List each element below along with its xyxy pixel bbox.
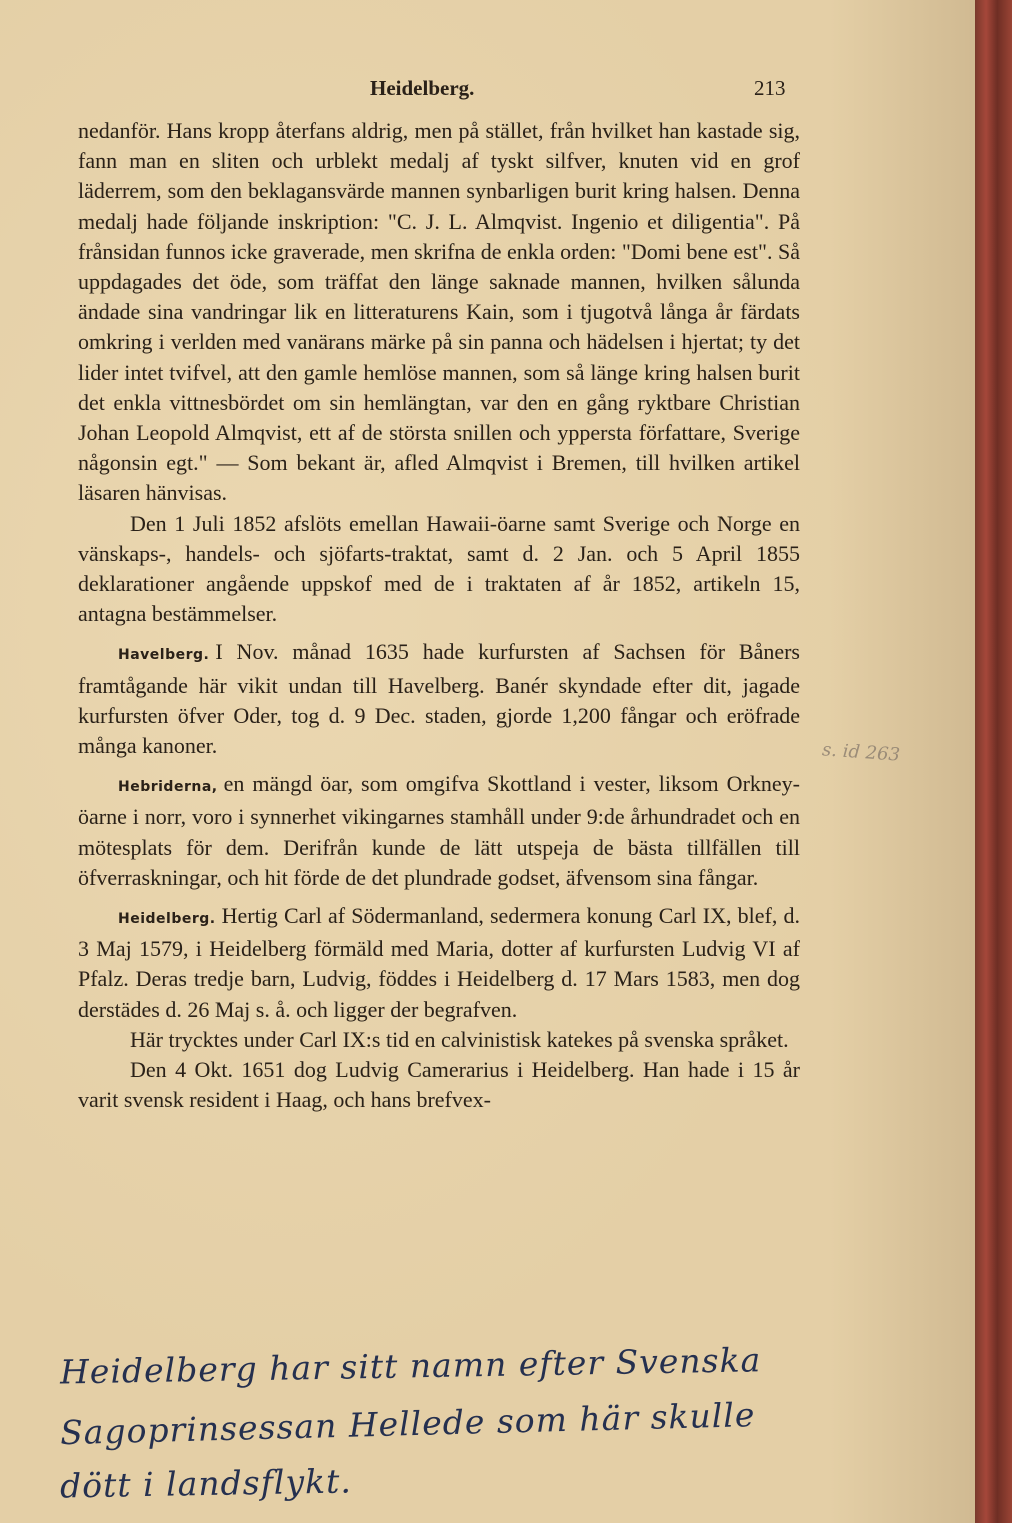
running-head-title: Heidelberg. bbox=[370, 76, 475, 100]
paragraph-katekes: Här trycktes under Carl IX:s tid en calvinistisk katekes på svenska språket. bbox=[130, 1026, 789, 1052]
handwritten-annotation bbox=[60, 1336, 920, 1507]
entry-havelberg bbox=[78, 637, 800, 761]
headword-hebriderna: Hebriderna, bbox=[118, 779, 218, 796]
page-number: 213 bbox=[754, 76, 786, 100]
entry-heidelberg bbox=[78, 901, 800, 1025]
entry-hebriderna-text: en mängd öar, som omgifva Skottland i vester, liksom Orkney-öarne i norr, voro i synnerhet vikingarnes stamhåll under 9:de århundradet och en mötesplats för dem. Derifrån kunde de lätt utspeja de bästa tillfällen till öfverraskningar, och hit förde de det plundrade godset, äfvensom sina fångar. bbox=[78, 771, 800, 890]
paragraph-almqvist: nedanför. Hans kropp återfans aldrig, men på stället, från hvilket han kastade sig, fann man en sliten och urblekt medalj af tyskt silfver, knuten vid en grof läderrem, som den beklagansvärde mannen synbarligen burit kring halsen. Denna medalj hade följande inskription: "C. J. L. Almqvist. Ingenio et diligentia". På frånsidan funnos icke graverade, men skrifna de enkla orden: "Domi bene est". Så uppdagades det öde, som träffat den länge saknade mannen, hvilken sålunda ändade sina vandringar lik en litteraturens Kain, som i tjugotvå långa år färdats omkring i verlden med vanärans märke på sin panna och hädelsen i hjertat; ty det lider intet tvifvel, att den gamle hemlöse mannen, som så länge kring halsen burit det enkla vittnesbördet om sin hemlängtan, var den en gång ryktbare Christian Johan Leopold Almqvist, ett af de största snillen och yppersta författare, Sverige någonsin egt." — Som bekant är, afled Almqvist i Bremen, till hvilken artikel läsaren hänvisas. bbox=[78, 118, 800, 506]
entry-havelberg-text: I Nov. månad 1635 hade kurfursten af Sachsen för Båners framtågande här vikit undan till Havelberg. Banér skyndade efter dit, jagade kurfursten öfver Oder, tog d. 9 Dec. staden, gjorde 1,200 fångar och eröfrade många kanoner. bbox=[78, 639, 800, 759]
handwritten-line-2: Sagoprinsessan Hellede som här skulle bbox=[59, 1395, 756, 1453]
running-head bbox=[0, 76, 975, 106]
headword-havelberg: Havelberg. bbox=[118, 647, 210, 664]
entry-hebriderna bbox=[78, 769, 800, 893]
entry-heidelberg-text: Hertig Carl af Södermanland, sedermera konung Carl IX, blef, d. 3 Maj 1579, i Heidelberg förmäld med Maria, dotter af kurfursten Ludvig VI af Pfalz. Deras tredje barn, Ludvig, föddes i Heidelberg d. 17 Mars 1583, men dog derstädes d. 26 Maj s. å. och ligger der begrafven. bbox=[78, 903, 800, 1022]
margin-pencil-note: s. id 263 bbox=[821, 739, 901, 766]
paragraph-hawaii-treaty: Den 1 Juli 1852 afslöts emellan Hawaii-öarne samt Sverige och Norge en vänskaps-, handels- och sjöfarts-traktat, samt d. 2 Jan. och 5 April 1855 deklarationer angående uppskof med de i traktaten af år 1852, artikeln 15, antagna bestämmelser. bbox=[78, 510, 800, 627]
headword-heidelberg: Heidelberg. bbox=[118, 911, 216, 928]
paragraph-camerarius: Den 4 Okt. 1651 dog Ludvig Camerarius i Heidelberg. Han hade i 15 år varit svensk resident i Haag, och hans brefvex- bbox=[78, 1057, 800, 1113]
handwritten-line-3: dött i landsflykt. bbox=[59, 1461, 353, 1506]
handwritten-line-1: Heidelberg har sitt namn efter Svenska bbox=[59, 1340, 762, 1392]
body-text bbox=[78, 116, 800, 1116]
book-binding-edge bbox=[975, 0, 1012, 1523]
